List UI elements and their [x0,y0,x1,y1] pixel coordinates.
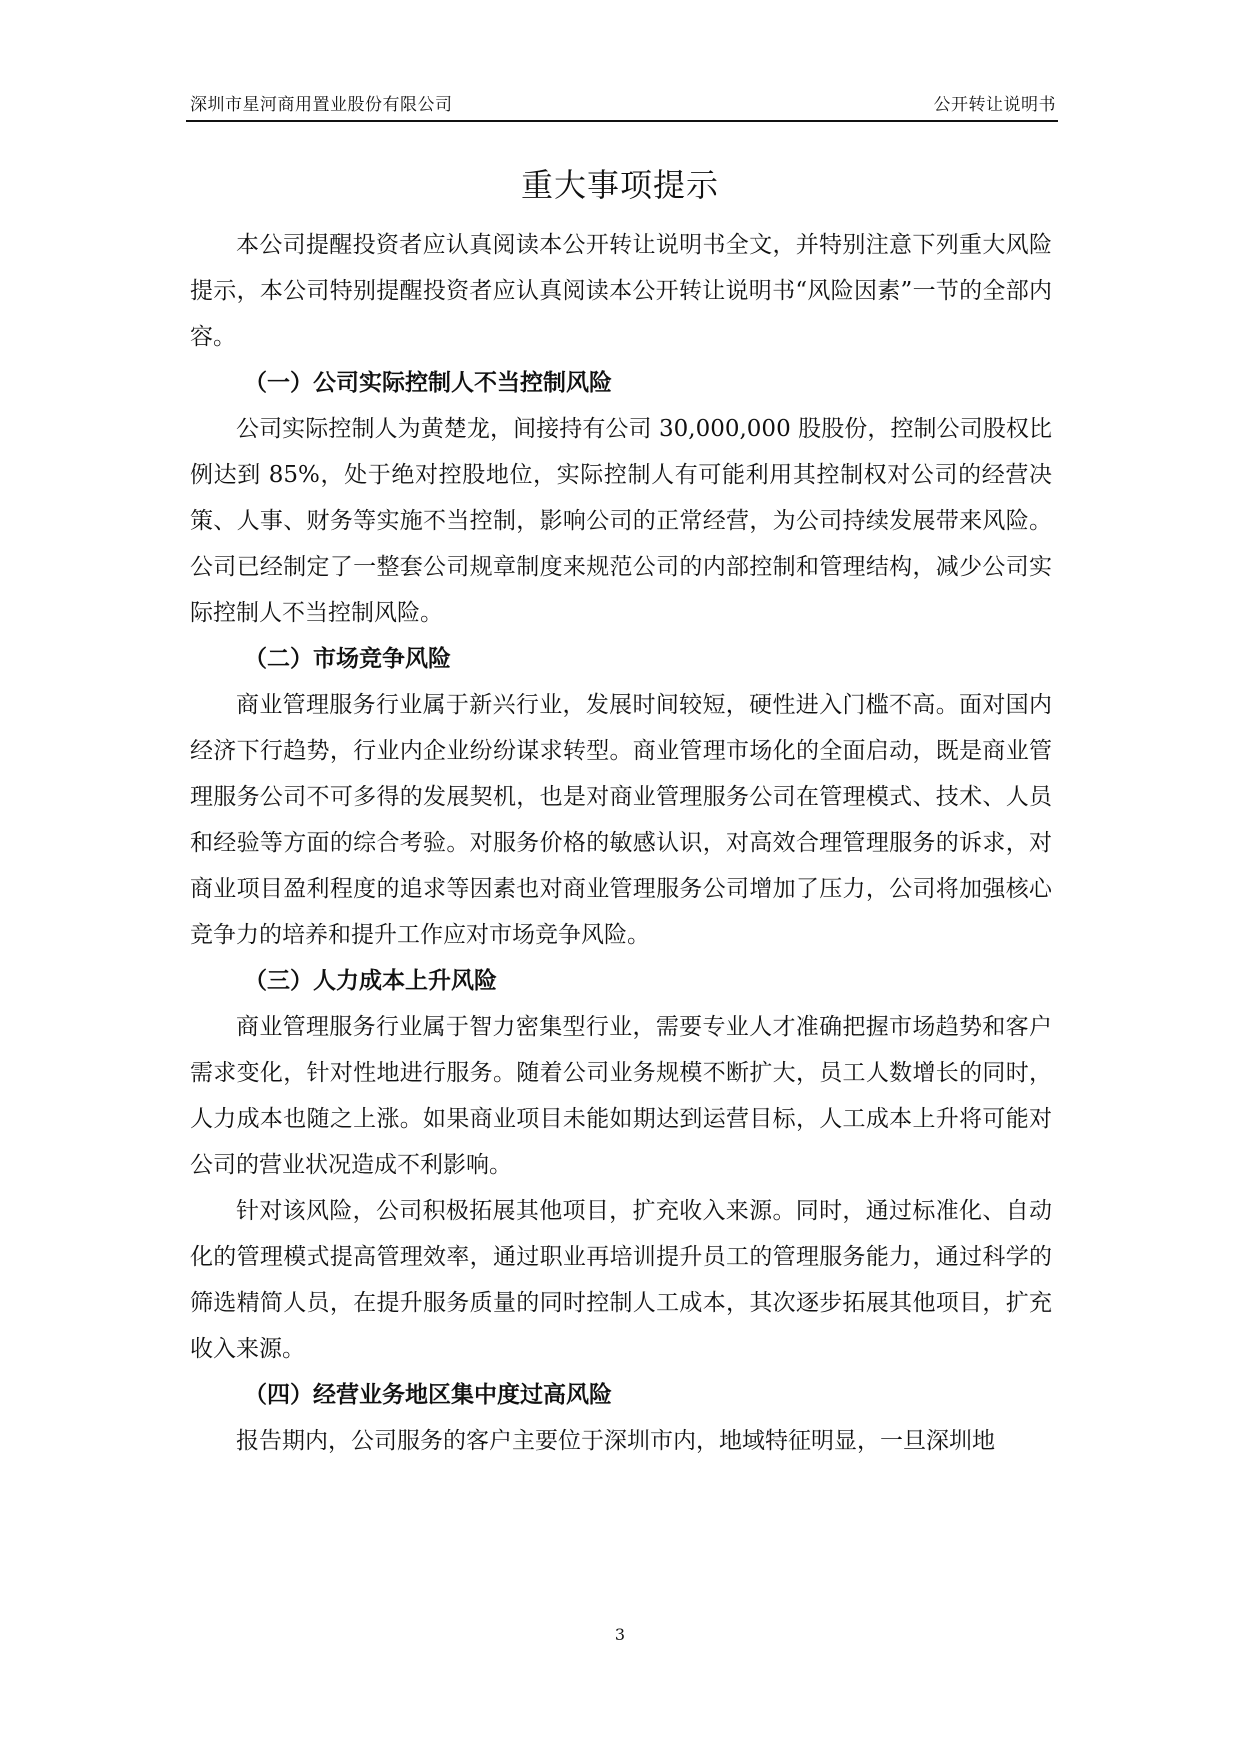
section-heading: （二）市场竞争风险 [244,646,451,672]
section-paragraph: 商业管理服务行业属于新兴行业，发展时间较短，硬性进入门槛不高。面对国内经济下行趋势，行业内企业纷纷谋求转型。商业管理市场化的全面启动，既是商业管理服务公司不可多得的发展契机，也是对商业管理服务公司在管理模式、技术、人员和经验等方面的综合考验。对服务价格的敏感认识，对高效合理管理服务的诉求，对商业项目盈利程度的追求等因素也对商业管理服务公司增加了压力，公司将加强核心竞争力的培养和提升工作应对市场竞争风险。 [190,692,1052,948]
section-paragraph: 商业管理服务行业属于智力密集型行业，需要专业人才准确把握市场趋势和客户需求变化，针对性地进行服务。随着公司业务规模不断扩大，员工人数增长的同时，人力成本也随之上涨。如果商业项目未能如期达到运营目标，人工成本上升将可能对公司的营业状况造成不利影响。 [190,1014,1052,1178]
header-document-type: 公开转让说明书 [933,95,1056,115]
document-body [190,222,1052,1464]
section-heading: （一）公司实际控制人不当控制风险 [244,370,612,396]
intro-paragraph: 本公司提醒投资者应认真阅读本公开转让说明书全文，并特别注意下列重大风险提示，本公司特别提醒投资者应认真阅读本公开转让说明书“风险因素”一节的全部内容。 [190,232,1052,350]
page-number: 3 [614,1625,626,1644]
header-company-name: 深圳市星河商用置业股份有限公司 [190,95,453,115]
section-paragraph: 针对该风险，公司积极拓展其他项目，扩充收入来源。同时，通过标准化、自动化的管理模式提高管理效率，通过职业再培训提升员工的管理服务能力，通过科学的筛选精简人员，在提升服务质量的同时控制人工成本，其次逐步拓展其他项目，扩充收入来源。 [190,1198,1052,1362]
section-paragraph: 报告期内，公司服务的客户主要位于深圳市内，地域特征明显，一旦深圳地 [236,1428,995,1454]
page-header [186,84,1058,122]
page-title: 重大事项提示 [520,166,719,204]
section-heading: （三）人力成本上升风险 [244,968,497,994]
section-paragraph: 公司实际控制人为黄楚龙，间接持有公司 30,000,000 股股份，控制公司股权比例达到 85%，处于绝对控股地位，实际控制人有可能利用其控制权对公司的经营决策、人事、财务等实施不当控制，影响公司的正常经营，为公司持续发展带来风险。公司已经制定了一整套公司规章制度来规范公司的内部控制和管理结构，减少公司实际控制人不当控制风险。 [190,416,1052,626]
section-heading: （四）经营业务地区集中度过高风险 [244,1382,612,1408]
